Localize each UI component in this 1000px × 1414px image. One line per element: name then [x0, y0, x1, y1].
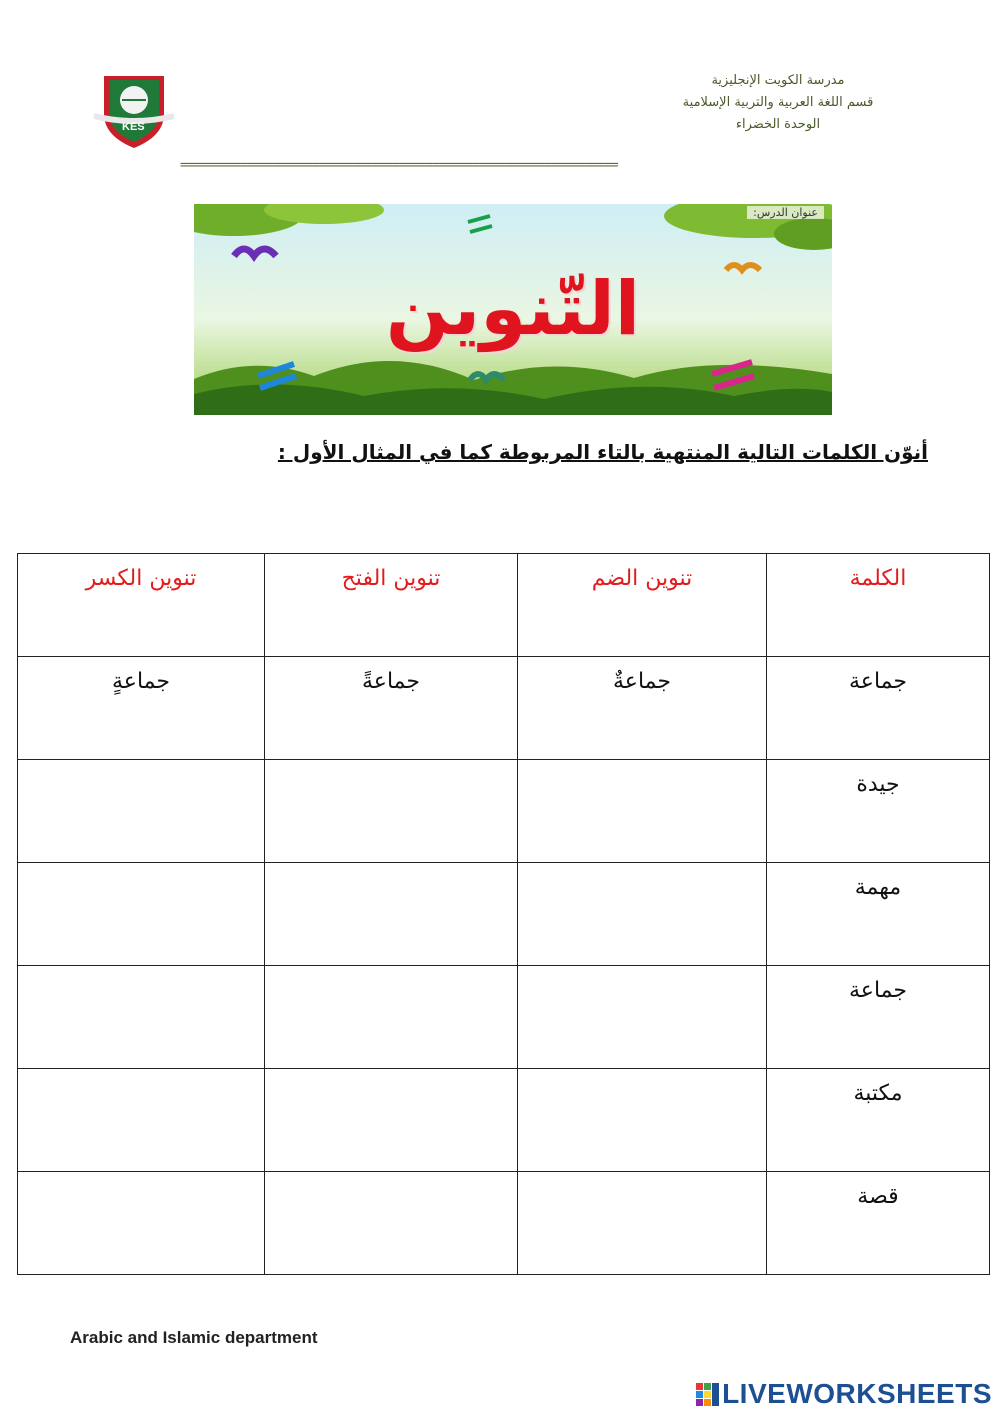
footer-department: Arabic and Islamic department [70, 1328, 318, 1347]
header-dammatan: تنوين الضم [518, 554, 767, 657]
word-cell: مهمة [767, 863, 990, 966]
separator-line: ================================================================== [180, 158, 618, 173]
dammatan-answer[interactable]: جماعةٌ [518, 657, 767, 760]
school-logo [92, 70, 176, 150]
banner-tag: عنوان الدرس: [747, 206, 824, 219]
logo-text: KES [122, 121, 145, 133]
dammatan-answer[interactable] [518, 966, 767, 1069]
header-word: الكلمة [767, 554, 990, 657]
liveworksheets-logo-icon [696, 1382, 720, 1406]
liveworksheets-brand[interactable] [696, 1378, 992, 1410]
header-fathatan: تنوين الفتح [265, 554, 518, 657]
unit-name: الوحدة الخضراء [735, 117, 821, 132]
table-row [18, 760, 990, 863]
kasratan-answer[interactable] [18, 966, 265, 1069]
table-row [18, 1069, 990, 1172]
table-row [18, 1172, 990, 1275]
school-header [628, 70, 928, 136]
kasratan-answer[interactable] [18, 1172, 265, 1275]
fathatan-answer[interactable] [265, 1172, 518, 1275]
fathatan-answer[interactable] [265, 1069, 518, 1172]
fathatan-answer[interactable]: جماعةً [265, 657, 518, 760]
dammatan-answer[interactable] [518, 863, 767, 966]
lesson-banner [194, 204, 832, 415]
dammatan-answer[interactable] [518, 760, 767, 863]
fathatan-answer[interactable] [265, 760, 518, 863]
lesson-title: التّنوين [385, 266, 641, 352]
table-row [18, 657, 990, 760]
word-cell: جماعة [767, 657, 990, 760]
word-cell: مكتبة [767, 1069, 990, 1172]
kasratan-answer[interactable] [18, 863, 265, 966]
kasratan-answer[interactable]: جماعةٍ [18, 657, 265, 760]
tanween-table [17, 553, 990, 1275]
word-cell: قصة [767, 1172, 990, 1275]
table-header-row [18, 554, 990, 657]
school-name: مدرسة الكويت الإنجليزية [711, 73, 845, 88]
word-cell: جماعة [767, 966, 990, 1069]
instruction-text: أنوّن الكلمات التالية المنتهية بالتاء المربوطة كما في المثال الأول : [277, 440, 928, 464]
fathatan-answer[interactable] [265, 863, 518, 966]
table-row [18, 966, 990, 1069]
word-cell: جيدة [767, 760, 990, 863]
dammatan-answer[interactable] [518, 1172, 767, 1275]
fathatan-answer[interactable] [265, 966, 518, 1069]
kasratan-answer[interactable] [18, 760, 265, 863]
brand-text: LIVEWORKSHEETS [722, 1378, 992, 1409]
header-kasratan: تنوين الكسر [18, 554, 265, 657]
kasratan-answer[interactable] [18, 1069, 265, 1172]
dammatan-answer[interactable] [518, 1069, 767, 1172]
table-row [18, 863, 990, 966]
department-name: قسم اللغة العربية والتربية الإسلامية [682, 95, 874, 110]
